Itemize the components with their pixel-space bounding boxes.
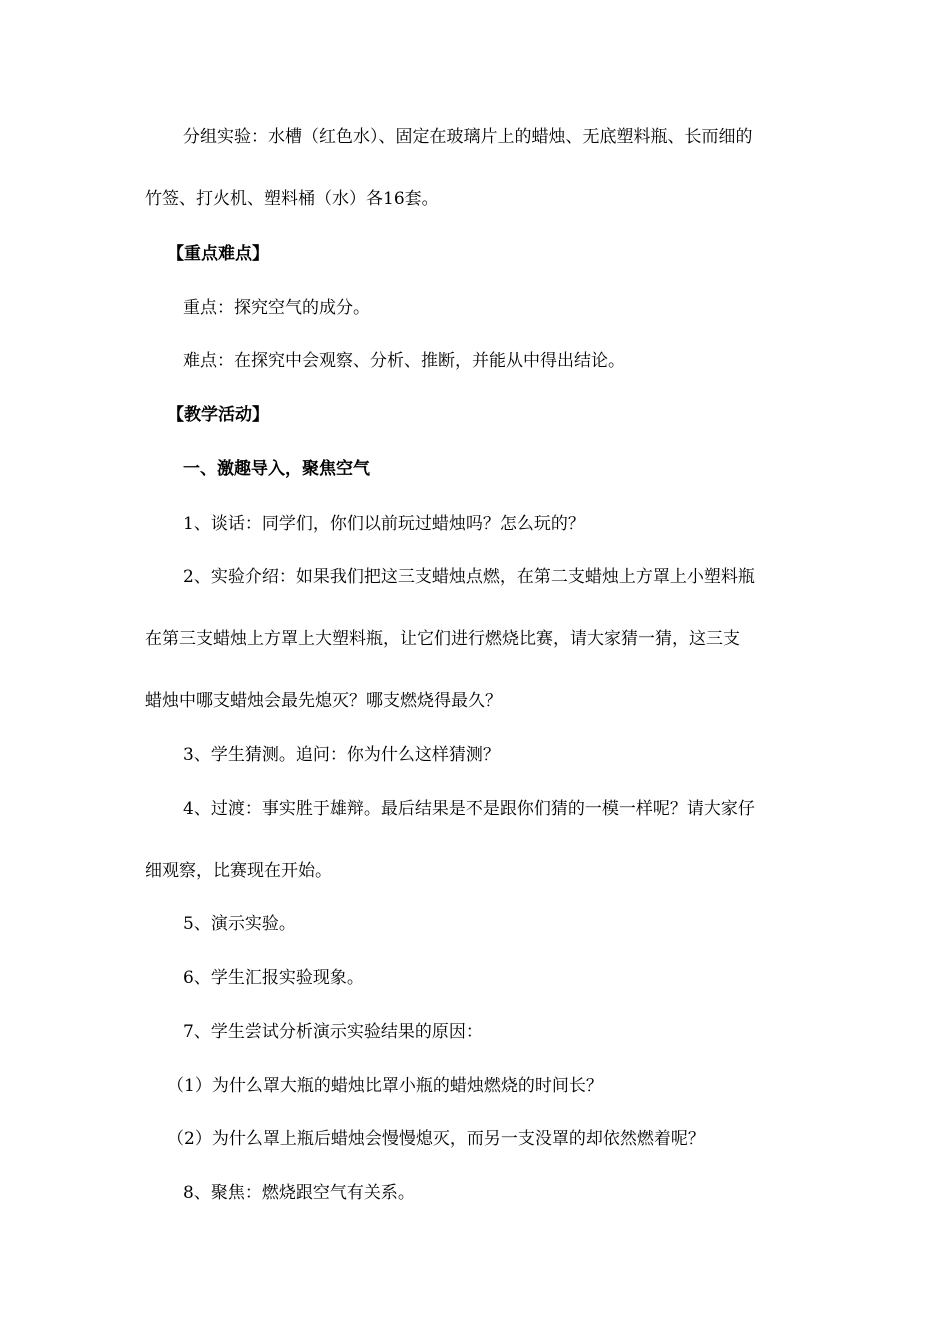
paragraph-difficulty: 难点：在探究中会观察、分析、推断，并能从中得出结论。: [183, 351, 625, 371]
paragraph-key-point: 重点：探究空气的成分。: [183, 298, 370, 318]
list-item-5: 5、演示实验。: [183, 914, 296, 934]
list-item-7: 7、学生尝试分析演示实验结果的原因：: [183, 1022, 483, 1042]
sub-item-1: （1）为什么罩大瓶的蜡烛比罩小瓶的蜡烛燃烧的时间长？: [167, 1076, 603, 1096]
list-item-2-line-1: 2、实验介绍：如果我们把这三支蜡烛点燃，在第二支蜡烛上方罩上小塑料瓶: [183, 567, 755, 587]
paragraph-materials-line-1: 分组实验：水槽（红色水）、固定在玻璃片上的蜡烛、无底塑料瓶、长而细的: [183, 127, 753, 147]
list-item-1: 1、谈话：同学们，你们以前玩过蜡烛吗？怎么玩的？: [183, 514, 585, 534]
paragraph-materials-line-2: 竹签、打火机、塑料桶（水）各16套。: [145, 189, 439, 209]
list-item-3: 3、学生猜测。追问：你为什么这样猜测？: [183, 745, 500, 765]
list-item-8: 8、聚焦：燃烧跟空气有关系。: [183, 1183, 415, 1203]
heading-key-difficulties: 【重点难点】: [167, 244, 269, 264]
list-item-2-line-3: 蜡烛中哪支蜡烛会最先熄灭？哪支燃烧得最久？: [145, 691, 502, 711]
list-item-6: 6、学生汇报实验现象。: [183, 968, 364, 988]
list-item-2-line-2: 在第三支蜡烛上方罩上大塑料瓶，让它们进行燃烧比赛，请大家猜一猜，这三支: [145, 629, 740, 649]
section-heading-1: 一、激趣导入，聚焦空气: [183, 459, 370, 479]
heading-teaching-activities: 【教学活动】: [167, 405, 269, 425]
list-item-4-line-2: 细观察，比赛现在开始。: [145, 861, 332, 881]
sub-item-2: （2）为什么罩上瓶后蜡烛会慢慢熄灭，而另一支没罩的却依然燃着呢？: [167, 1129, 705, 1149]
list-item-4-line-1: 4、过渡：事实胜于雄辩。最后结果是不是跟你们猜的一模一样呢？请大家仔: [183, 799, 755, 819]
